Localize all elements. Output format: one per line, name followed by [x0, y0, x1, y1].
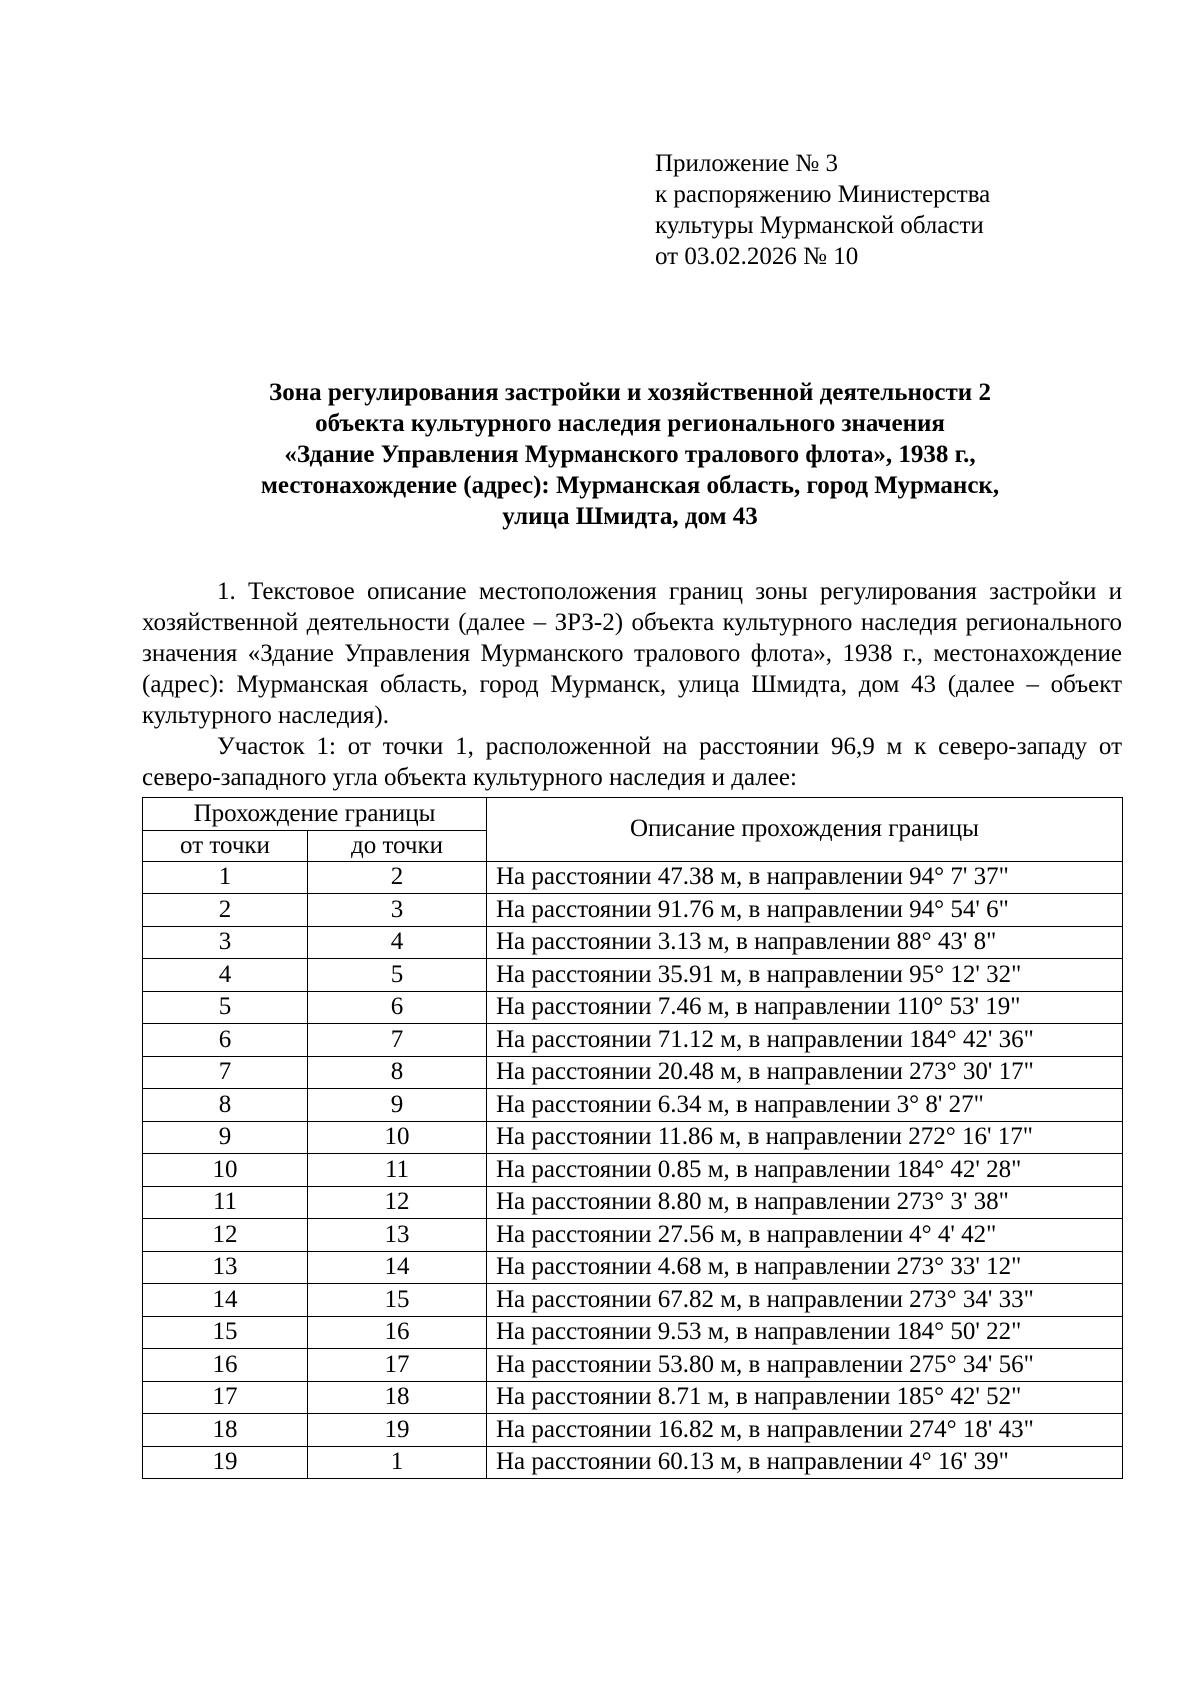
table-row [143, 1349, 1123, 1382]
cell-description: На расстоянии 35.91 м, в направлении 95° 12' 32" [487, 959, 1123, 992]
annex-line-order: к распоряжению Министерства [655, 181, 991, 208]
cell-to-point: 11 [308, 1154, 487, 1187]
cell-to-point: 15 [308, 1284, 487, 1317]
cell-from-point: 5 [143, 991, 308, 1024]
cell-from-point: 9 [143, 1121, 308, 1154]
cell-from-point: 6 [143, 1024, 308, 1057]
table-row [143, 1381, 1123, 1414]
cell-description: На расстоянии 4.68 м, в направлении 273° 33' 12" [487, 1251, 1123, 1284]
cell-to-point: 10 [308, 1121, 487, 1154]
cell-to-point: 14 [308, 1251, 487, 1284]
cell-from-point: 12 [143, 1219, 308, 1252]
table-row [143, 1024, 1123, 1057]
cell-to-point: 7 [308, 1024, 487, 1057]
table-row [143, 1056, 1123, 1089]
cell-to-point: 8 [308, 1056, 487, 1089]
cell-to-point: 6 [308, 991, 487, 1024]
cell-description: На расстоянии 6.34 м, в направлении 3° 8' 27" [487, 1089, 1123, 1122]
title-line: объекта культурного наследия регионального значения [315, 410, 945, 437]
cell-from-point: 8 [143, 1089, 308, 1122]
header-boundary-passage: Прохождение границы [143, 798, 487, 831]
header-from-point: от точки [143, 830, 308, 861]
cell-from-point: 17 [143, 1381, 308, 1414]
cell-from-point: 7 [143, 1056, 308, 1089]
cell-description: На расстоянии 60.13 м, в направлении 4° 16' 39" [487, 1446, 1123, 1479]
cell-from-point: 2 [143, 894, 308, 927]
table-row [143, 1154, 1123, 1187]
annex-line-date: от 03.02.2026 № 10 [655, 243, 859, 270]
cell-to-point: 18 [308, 1381, 487, 1414]
cell-description: На расстоянии 67.82 м, в направлении 273° 34' 33" [487, 1284, 1123, 1317]
cell-to-point: 5 [308, 959, 487, 992]
cell-from-point: 10 [143, 1154, 308, 1187]
cell-from-point: 14 [143, 1284, 308, 1317]
table-row [143, 959, 1123, 992]
table-row [143, 1121, 1123, 1154]
cell-from-point: 11 [143, 1186, 308, 1219]
title-line: улица Шмидта, дом 43 [502, 503, 758, 530]
header-description: Описание прохождения границы [487, 798, 1123, 862]
cell-to-point: 16 [308, 1316, 487, 1349]
cell-description: На расстоянии 8.71 м, в направлении 185° 42' 52" [487, 1381, 1123, 1414]
document-title [140, 377, 1120, 532]
body-text [142, 576, 1122, 793]
cell-description: На расстоянии 53.80 м, в направлении 275° 34' 56" [487, 1349, 1123, 1382]
cell-description: На расстоянии 47.38 м, в направлении 94° 7' 37" [487, 861, 1123, 894]
table-body [143, 861, 1123, 1479]
table-row [143, 1089, 1123, 1122]
table-row [143, 894, 1123, 927]
paragraph-description: 1. Текстовое описание местоположения границ зоны регулирования застройки и хозяйственной деятельности (далее – ЗРЗ-2) объекта культурного наследия регионального значения «Здание Управления Мурманского тралового флота», 1938 г., местонахождение (адрес): Мурманская область, город Мурманск, улица Шмидта, дом 43 (далее – объект культурного наследия). [142, 578, 1122, 729]
cell-description: На расстоянии 3.13 м, в направлении 88° 43' 8" [487, 926, 1123, 959]
cell-description: На расстоянии 11.86 м, в направлении 272° 16' 17" [487, 1121, 1123, 1154]
title-line: Зона регулирования застройки и хозяйственной деятельности 2 [269, 379, 991, 406]
title-line: «Здание Управления Мурманского тралового флота», 1938 г., [284, 441, 976, 468]
cell-to-point: 19 [308, 1414, 487, 1447]
cell-description: На расстоянии 7.46 м, в направлении 110° 53' 19" [487, 991, 1123, 1024]
table-row [143, 1414, 1123, 1447]
title-line: местонахождение (адрес): Мурманская область, город Мурманск, [260, 472, 1000, 499]
cell-from-point: 16 [143, 1349, 308, 1382]
cell-description: На расстоянии 71.12 м, в направлении 184° 42' 36" [487, 1024, 1123, 1057]
cell-description: На расстоянии 16.82 м, в направлении 274° 18' 43" [487, 1414, 1123, 1447]
cell-to-point: 4 [308, 926, 487, 959]
cell-to-point: 13 [308, 1219, 487, 1252]
cell-description: На расстоянии 27.56 м, в направлении 4° 4' 42" [487, 1219, 1123, 1252]
cell-from-point: 15 [143, 1316, 308, 1349]
table-row [143, 1316, 1123, 1349]
annex-line-number: Приложение № 3 [655, 150, 839, 177]
table-row [143, 1284, 1123, 1317]
cell-description: На расстоянии 0.85 м, в направлении 184° 42' 28" [487, 1154, 1123, 1187]
annex-block [655, 148, 990, 272]
cell-to-point: 9 [308, 1089, 487, 1122]
cell-description: На расстоянии 9.53 м, в направлении 184° 50' 22" [487, 1316, 1123, 1349]
cell-from-point: 18 [143, 1414, 308, 1447]
cell-to-point: 12 [308, 1186, 487, 1219]
cell-description: На расстоянии 91.76 м, в направлении 94° 54' 6" [487, 894, 1123, 927]
cell-to-point: 17 [308, 1349, 487, 1382]
paragraph-section: Участок 1: от точки 1, расположенной на расстоянии 96,9 м к северо-западу от северо-западного угла объекта культурного наследия и далее: [142, 733, 1122, 791]
table-row [143, 861, 1123, 894]
header-to-point: до точки [308, 830, 487, 861]
table-row [143, 1219, 1123, 1252]
cell-description: На расстоянии 8.80 м, в направлении 273° 3' 38" [487, 1186, 1123, 1219]
cell-from-point: 1 [143, 861, 308, 894]
annex-line-ministry: культуры Мурманской области [655, 212, 984, 239]
cell-to-point: 1 [308, 1446, 487, 1479]
table-row [143, 926, 1123, 959]
table-row [143, 1251, 1123, 1284]
cell-to-point: 3 [308, 894, 487, 927]
cell-from-point: 13 [143, 1251, 308, 1284]
table-row [143, 1446, 1123, 1479]
table-row [143, 991, 1123, 1024]
cell-from-point: 19 [143, 1446, 308, 1479]
cell-description: На расстоянии 20.48 м, в направлении 273° 30' 17" [487, 1056, 1123, 1089]
cell-from-point: 4 [143, 959, 308, 992]
cell-from-point: 3 [143, 926, 308, 959]
table-row [143, 1186, 1123, 1219]
cell-to-point: 2 [308, 861, 487, 894]
boundary-table [142, 797, 1123, 1479]
